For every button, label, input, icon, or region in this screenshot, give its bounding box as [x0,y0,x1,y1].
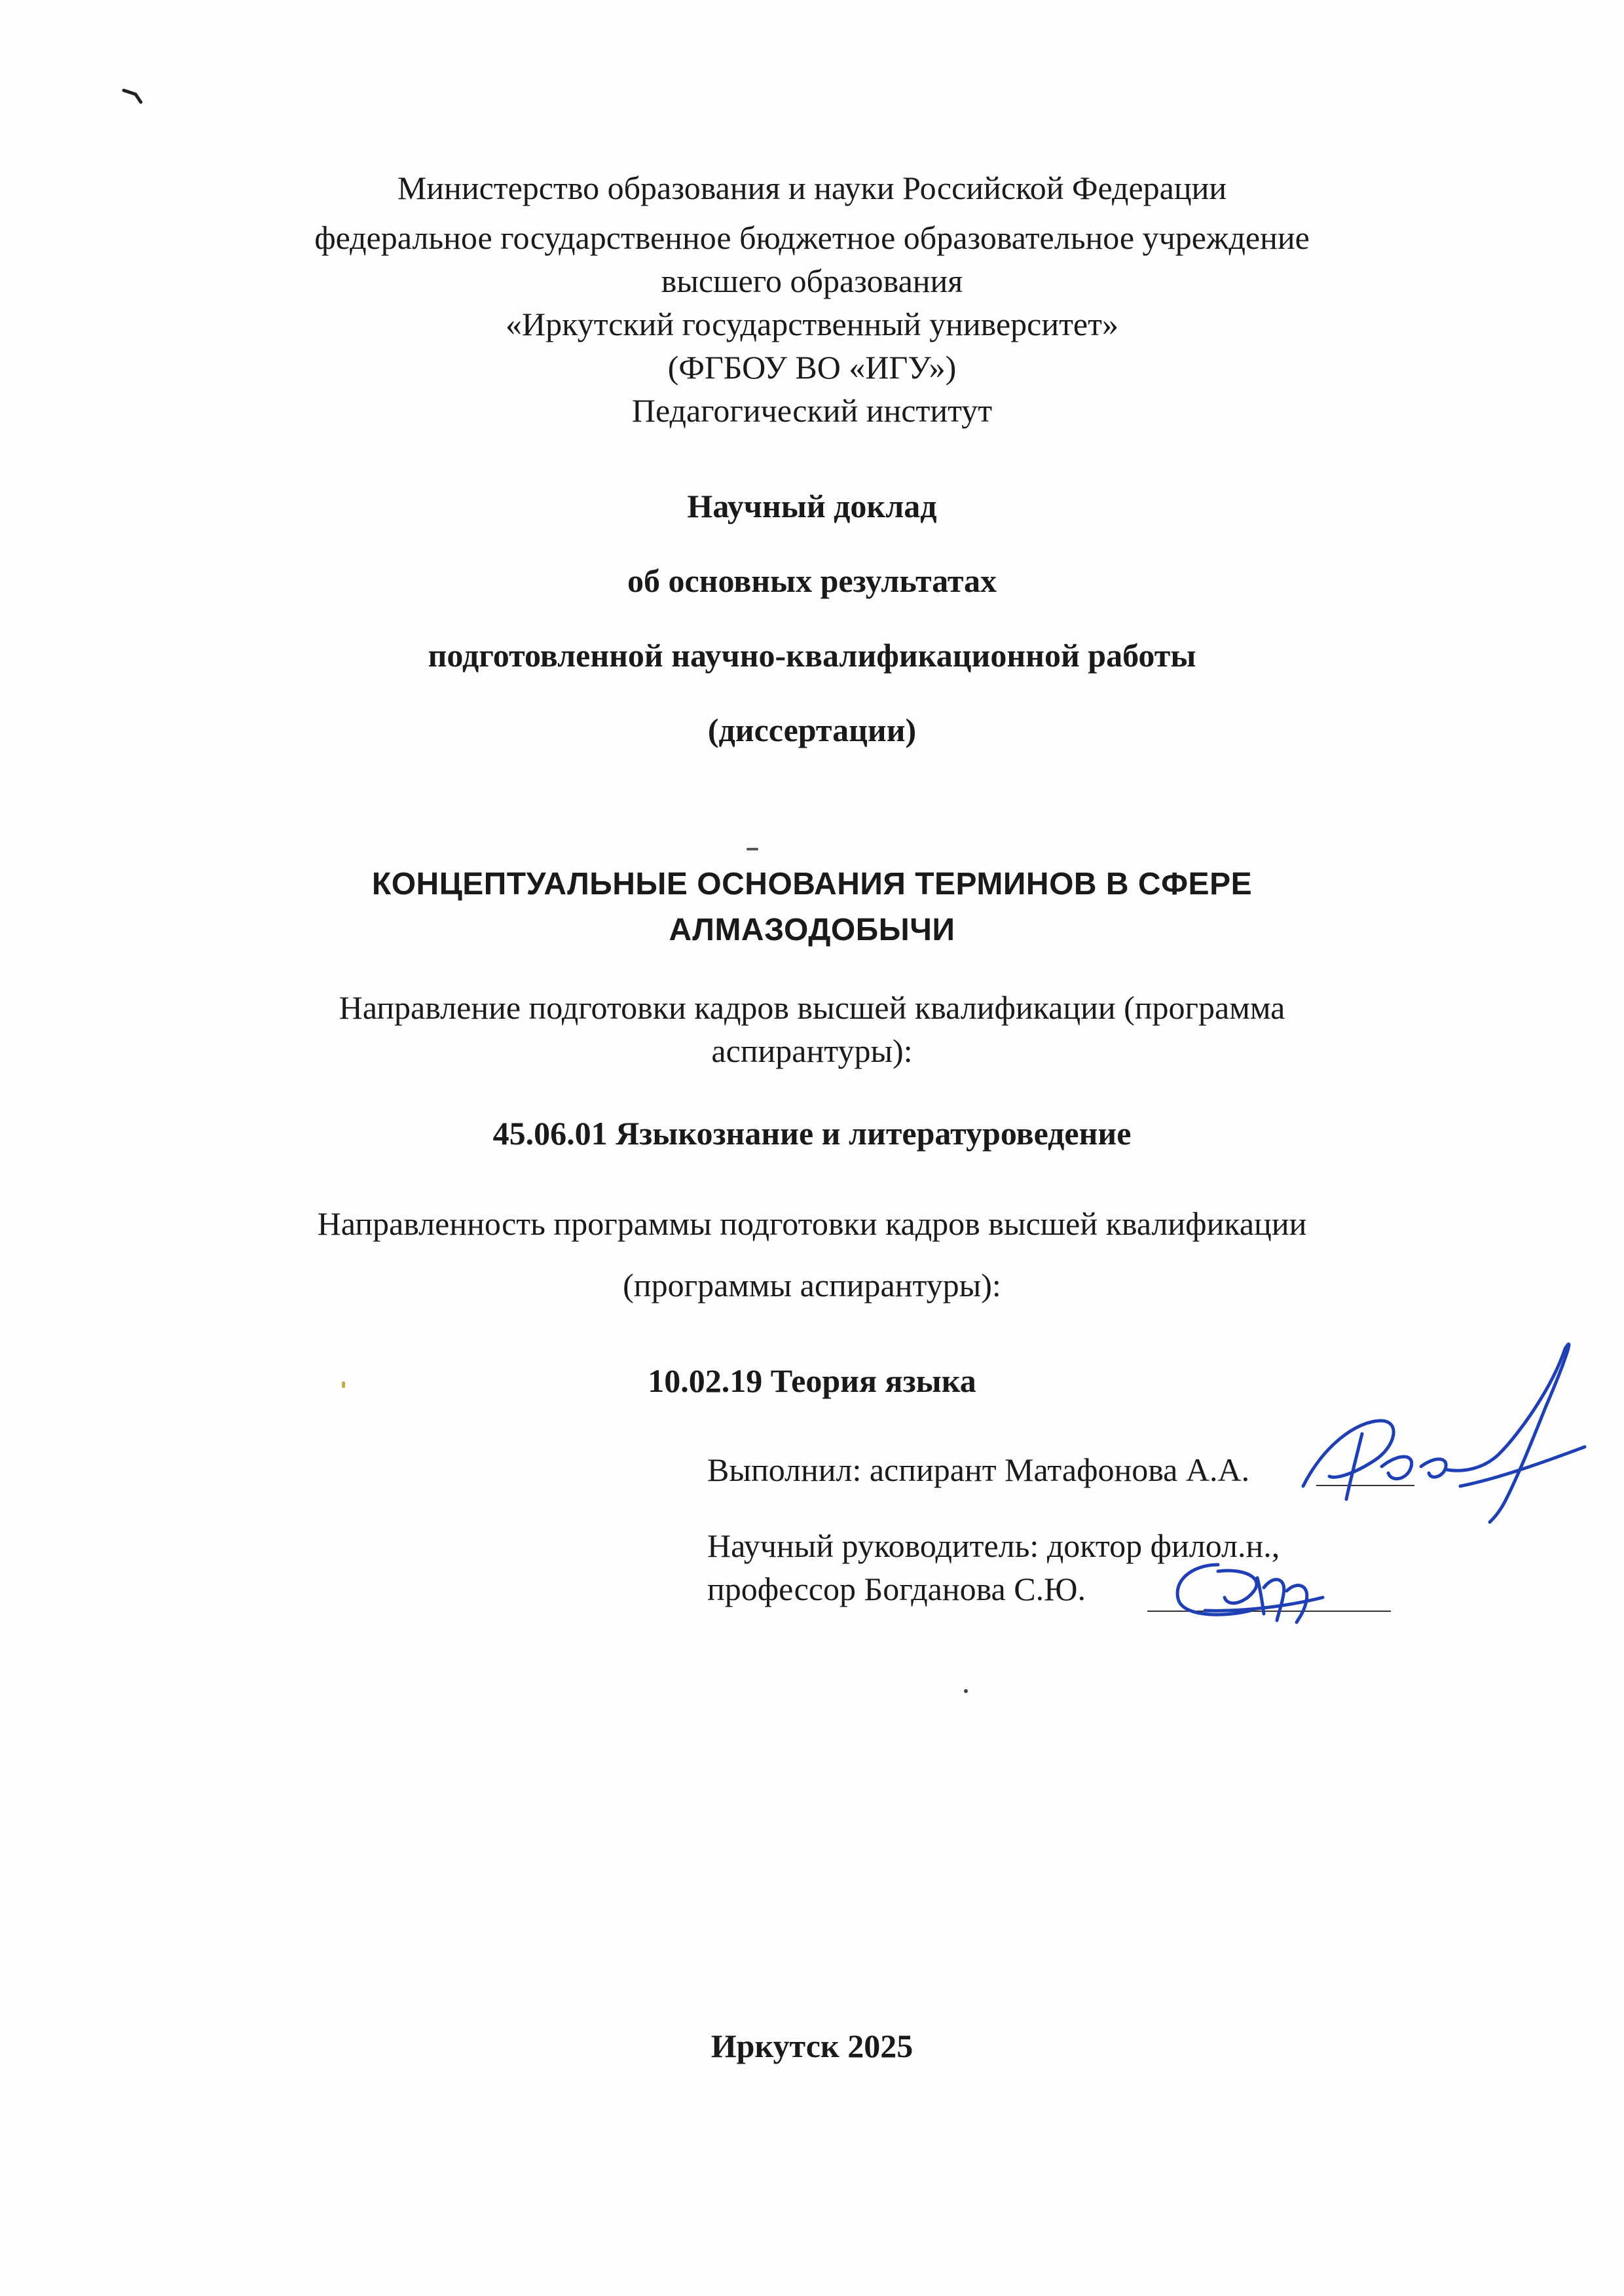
report-line-4: (диссертации) [707,712,917,748]
direction-label-line-1: Направление подготовки кадров высшей квалификации (программа [339,989,1285,1026]
supervisor-signature-icon [1166,1552,1336,1630]
education-level-line: высшего образования [661,263,963,299]
focus-label-line-2: (программы аспирантуры): [623,1267,1001,1303]
supervisor-line-2: профессор Богданова С.Ю. [707,1571,1086,1607]
institute-line: Педагогический институт [631,392,993,429]
scan-speck [747,848,758,850]
institution-type-line: федеральное государственное бюджетное образовательное учреждение [314,219,1310,256]
report-line-3: подготовленной научно-квалификационной работы [428,637,1196,674]
city-year: Иркутск 2025 [710,2028,913,2064]
ministry-line: Министерство образования и науки Российской Федерации [397,170,1227,206]
thesis-title-line-1: КОНЦЕПТУАЛЬНЫЕ ОСНОВАНИЯ ТЕРМИНОВ В СФЕРЕ [371,867,1253,902]
scan-speck [964,1689,968,1693]
direction-label-line-2: аспирантуры): [711,1032,913,1069]
supervisor-line-1: Научный руководитель: доктор филол.н., [707,1527,1280,1564]
focus-label-line-1: Направленность программы подготовки кадров высшей квалификации [317,1205,1307,1242]
scan-speck [342,1381,345,1388]
report-line-2: об основных результатах [627,562,997,599]
thesis-title-line-2: АЛМАЗОДОБЫЧИ [669,913,955,947]
university-abbr-line: (ФГБОУ ВО «ИГУ») [667,349,957,386]
direction-code: 45.06.01 Языкознание и литературоведение [492,1115,1132,1152]
author-signature-icon [1283,1336,1598,1545]
author-line: Выполнил: аспирант Матафонова А.А. [707,1451,1250,1488]
scan-mark-icon [121,85,154,111]
report-line-1: Научный доклад [687,488,937,524]
focus-code: 10.02.19 Теория языка [648,1362,976,1399]
university-name-line: «Иркутский государственный университет» [506,306,1118,342]
